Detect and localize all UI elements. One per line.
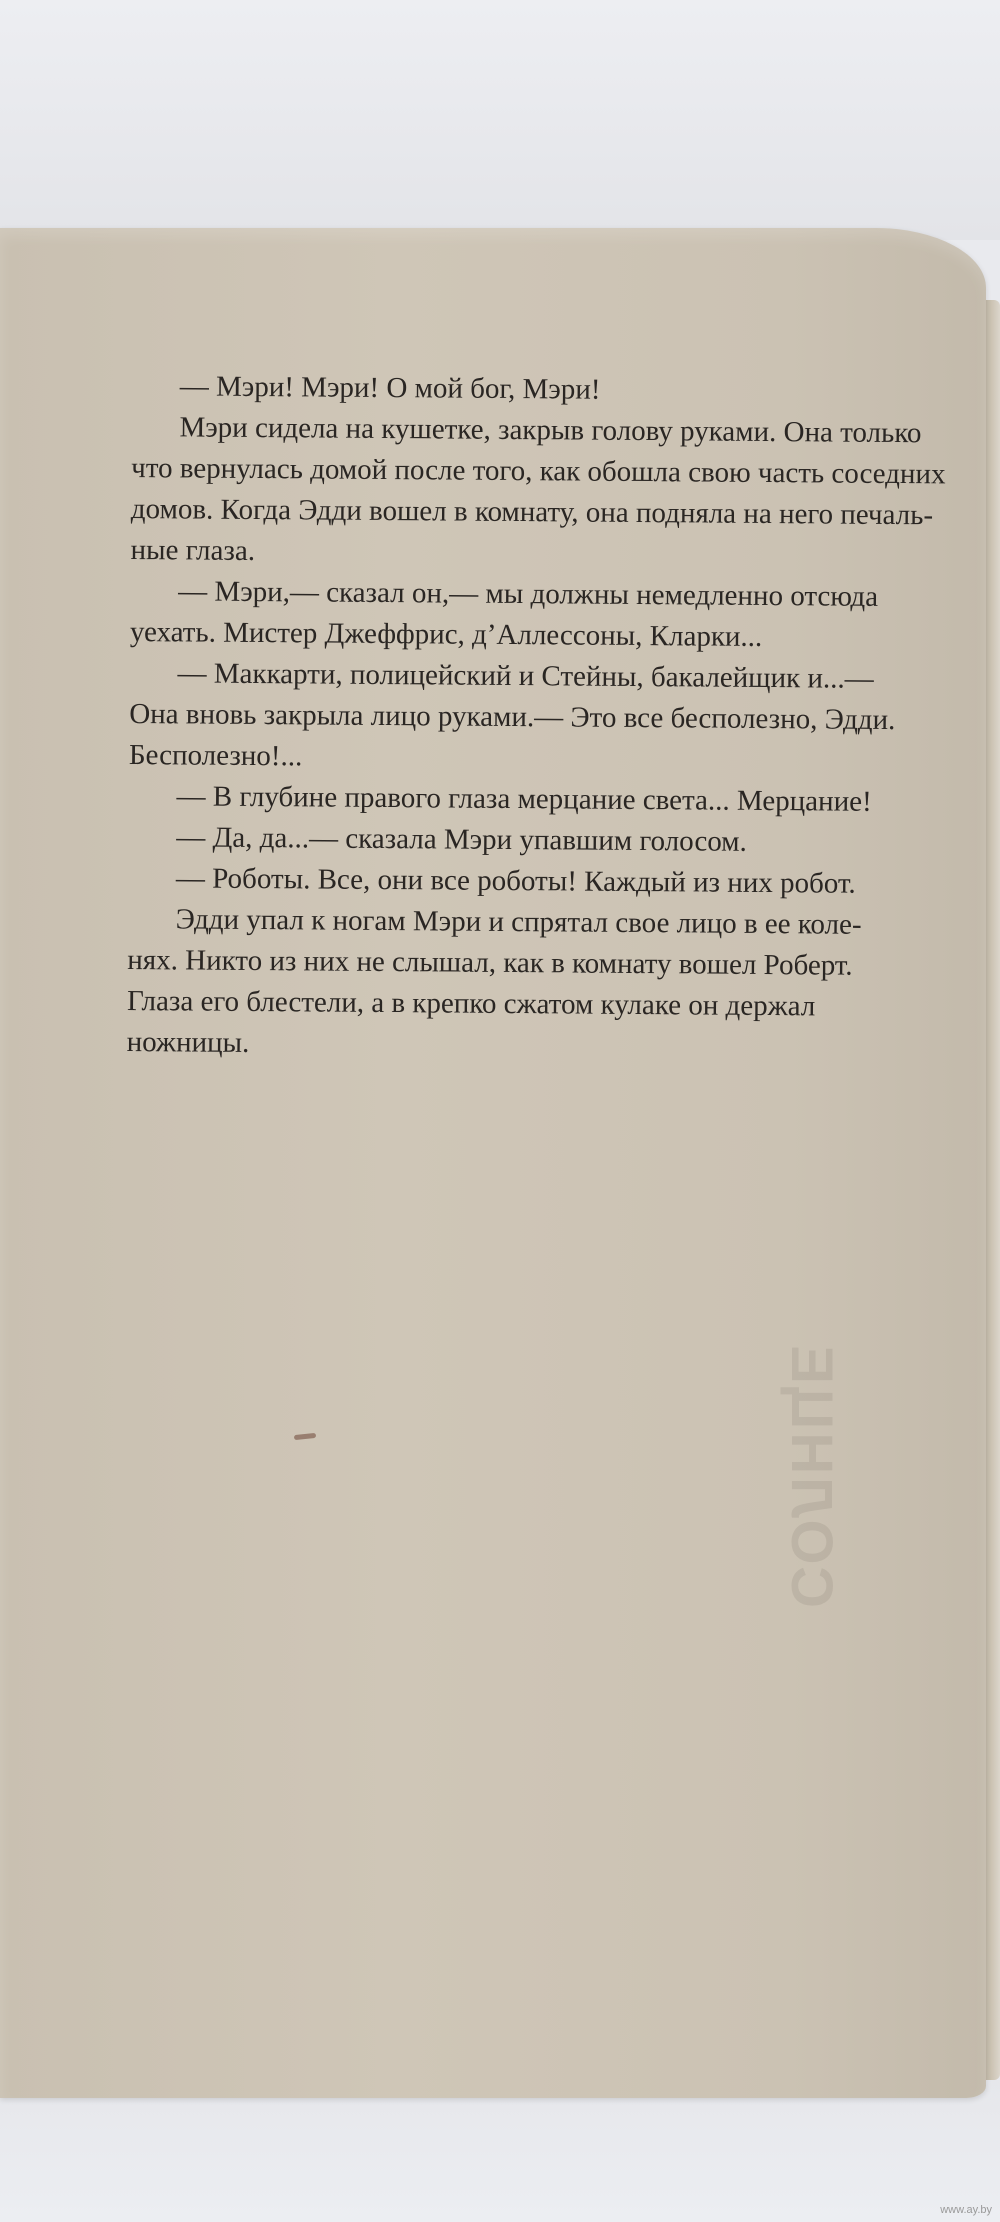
paper-speck	[294, 1433, 316, 1440]
watermark: www.ay.by	[940, 2204, 992, 2216]
text-line: — В глубине правого глаза мерцание света... Мерцание!	[176, 780, 872, 818]
background-bottom	[0, 2080, 1000, 2222]
text-line: — Мэри! Мэри! О мой бог, Мэри!	[179, 370, 601, 406]
background-top	[0, 0, 1000, 240]
text-line: уехать. Мистер Джеффрис, д’Аллессоны, Кларки...	[129, 615, 763, 653]
text-line: Эдди упал к ногам Мэри и спрятал свое лицо в ее коле-	[175, 903, 862, 941]
text-line: — Маккарти, полицейский и Стейны, бакалейщик и...—	[177, 657, 874, 695]
text-line: Глаза его блестели, а в крепко сжатом кулаке он держал	[126, 984, 816, 1023]
text-line: ные глаза.	[130, 533, 256, 567]
text-line: Она вновь закрыла лицо руками.— Это все бесполезно, Эдди.	[129, 697, 896, 737]
text-line: — Мэри,— сказал он,— мы должны немедленно отсюда	[178, 575, 879, 613]
text-line: Бесполезно!...	[128, 738, 303, 773]
text-line: ножницы.	[126, 1025, 250, 1059]
bleed-through-text: СОЛНЦЕ	[779, 1342, 844, 1608]
text-line: нях. Никто из них не слышал, как в комнату вошел Роберт.	[127, 943, 853, 982]
page-text	[127, 366, 962, 1069]
text-line: — Да, да...— сказала Мэри упавшим голосом.	[176, 821, 747, 858]
text-line: домов. Когда Эдди вошел в комнату, она подняла на него печаль-	[130, 492, 934, 532]
book-page	[0, 228, 986, 2098]
text-line: — Роботы. Все, они все роботы! Каждый из них робот.	[175, 862, 856, 900]
text-line: что вернулась домой после того, как обошла свою часть соседних	[131, 451, 946, 491]
text-line: Мэри сидела на кушетке, закрыв голову руками. Она только	[179, 411, 922, 450]
